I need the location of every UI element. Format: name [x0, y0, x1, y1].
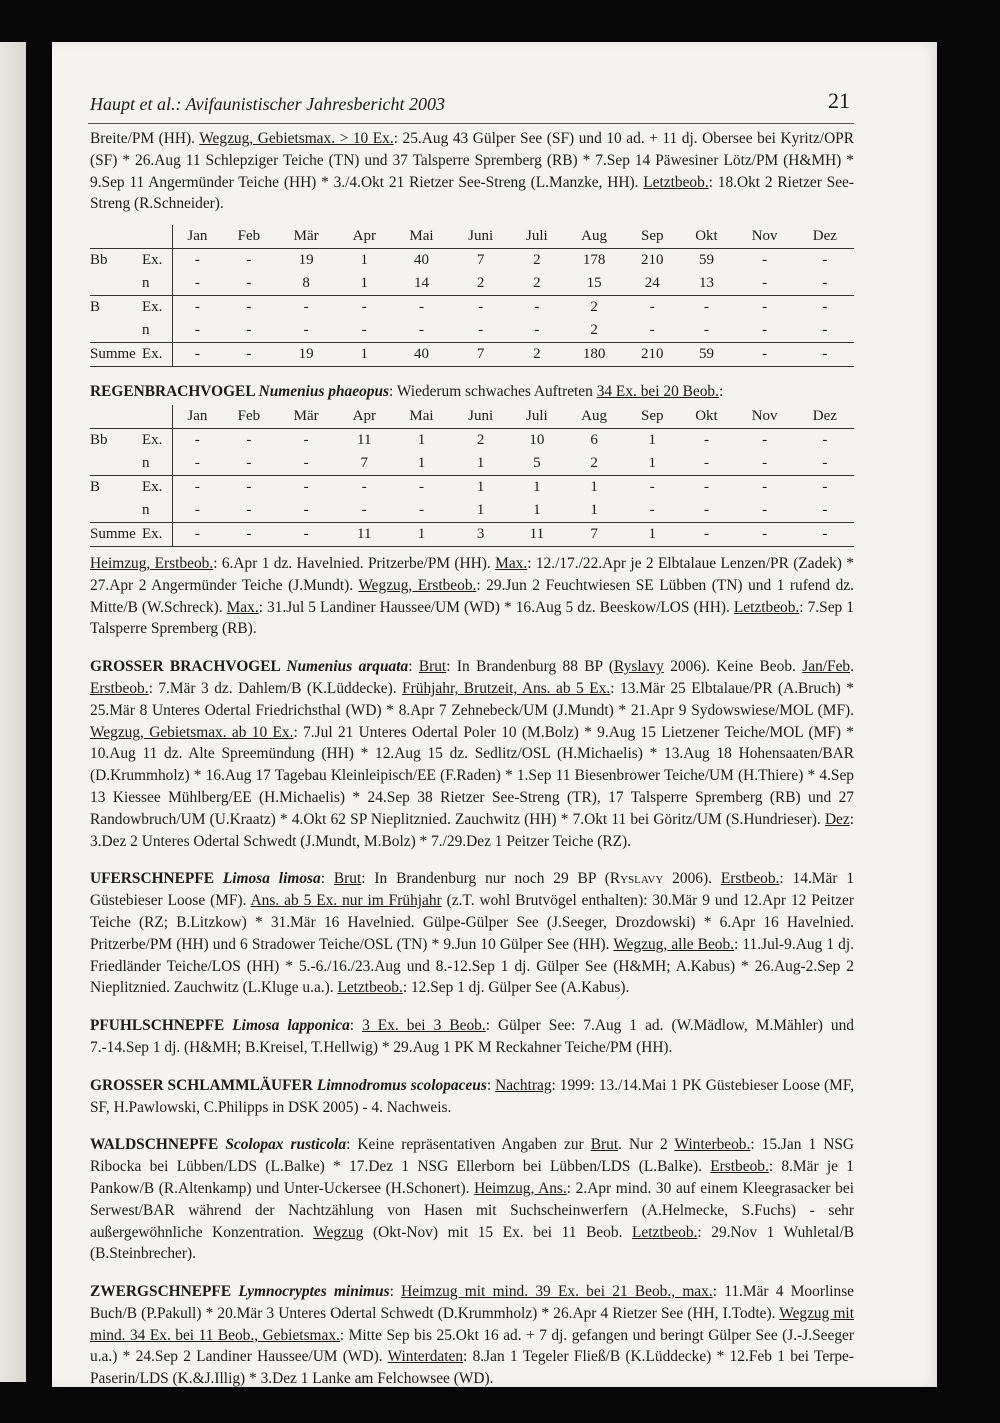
table-header-row [90, 405, 854, 429]
table-cell: 178 [582, 251, 606, 268]
table-cell: - [649, 501, 655, 518]
table-cell: - [822, 274, 828, 291]
species-entry-pfuhlschnepfe: PFUHLSCHNEPFE Limosa lapponica: 3 Ex. bei 3 Beob.: Gülper See: 7.Aug 1 ad. (W.Mädlow, M.Mähler) und 7.-14.Sep 1 dj. (H&MH; B.Kreisel, T.Hellwig) * 29.Aug 1 PK M Reckahner Teiche/PM (HH). [90, 1017, 854, 1056]
table-cell: 2 [511, 343, 563, 367]
page-header [90, 88, 850, 116]
table-cell: - [534, 321, 540, 338]
table-cell: 2 [533, 251, 541, 268]
row-label: Bb [90, 251, 108, 268]
table-cell: 7 [563, 522, 625, 546]
table-cell: - [194, 431, 200, 448]
table-cell: - [194, 251, 200, 268]
table-cell: - [703, 501, 709, 518]
table-cell: 1 [648, 454, 657, 471]
table-cell: 3 [451, 522, 511, 546]
month-header: Juni [451, 225, 511, 249]
table-header-row [90, 225, 854, 249]
page-number: 21 [828, 88, 850, 113]
table-cell: 210 [641, 251, 664, 268]
regenbrachvogel-details: Heimzug, Erstbeob.: 6.Apr 1 dz. Havelnied. Pritzerbe/PM (HH). Max.: 12./17./22.Apr je 2 Elbtalaue Lenzen/PR (Zadek) * 27.Apr 2 Angermünder Teiche (J.Mundt). Wegzug, Erstbeob.: 29.Jun 2 Feuchtwiesen SE Lübben (TN) und 1 rufend dz. Mitte/B (W.Schreck). Max.: 31.Jul 5 Landiner Haussee/UM (WD) * 16.Aug 5 dz. Beeskow/LOS (HH). Letztbeob.: 7.Sep 1 Talsperre Spremberg (RB). [90, 554, 854, 638]
table-cell: 40 [392, 343, 450, 367]
table-cell: - [822, 321, 828, 338]
table-cell: 1 [511, 475, 563, 499]
table-cell: - [276, 475, 336, 499]
table-cell: 2 [563, 296, 625, 320]
row-sublabel: Ex. [142, 475, 173, 499]
table-cell: - [734, 343, 796, 367]
table-cell: - [822, 501, 828, 518]
table-cell: 13 [698, 274, 714, 291]
row-sublabel: Ex. [142, 343, 173, 367]
table-cell: - [361, 321, 367, 338]
table-cell: - [796, 343, 854, 367]
table-cell: 24 [644, 274, 660, 291]
table-cell: - [246, 501, 252, 518]
month-header: Mär [276, 225, 336, 249]
table-cell: 59 [698, 251, 714, 268]
table-cell: 2 [590, 321, 598, 338]
table-cell: - [246, 454, 252, 471]
table-cell: - [173, 296, 222, 320]
table-cell: - [822, 454, 828, 471]
table-cell: 1 [392, 522, 450, 546]
table-cell: 1 [563, 475, 625, 499]
table-cell: - [734, 522, 796, 546]
table-cell: - [276, 296, 336, 320]
previous-page-edge [0, 42, 26, 1382]
table-cell: 10 [529, 431, 545, 448]
month-header: Mai [392, 405, 450, 429]
table-cell: 8 [302, 274, 310, 291]
table-row [90, 343, 854, 367]
table-cell: 6 [590, 431, 598, 448]
month-header: Mär [276, 405, 336, 429]
table-cell: - [734, 296, 796, 320]
row-sublabel: Ex. [142, 249, 173, 273]
table-row [90, 475, 854, 499]
table-cell: - [762, 431, 768, 448]
table-cell: 11 [357, 431, 372, 448]
month-header: Nov [734, 405, 796, 429]
table-cell: 11 [511, 522, 563, 546]
table-cell: - [762, 501, 768, 518]
table-cell: 2 [590, 454, 598, 471]
table-cell: - [625, 475, 679, 499]
table-row [90, 296, 854, 320]
month-header: Sep [625, 225, 679, 249]
table-cell: - [194, 274, 200, 291]
intro-paragraph: Breite/PM (HH). Wegzug, Gebietsmax. > 10 Ex.: 25.Aug 43 Gülper See (SF) und 10 ad. + 11 dj. Obersee bei Kyritz/OPR (SF) * 26.Aug 11 Schlepziger Teiche (TN) und 37 Talsperre Spremberg (RB) * 7.Sep 14 Päwesiner Lötz/PM (H&MH) * 9.Sep 11 Angermünder Teiche (HH) * 3./4.Okt 21 Rietzer See-Streng (L.Manzke, HH). Letztbeob.: 18.Okt 2 Rietzer See-Streng (R.Schneider). [90, 130, 855, 213]
table-cell: 1 [417, 431, 426, 448]
page [52, 42, 937, 1387]
table-cell: - [822, 251, 828, 268]
row-sublabel: n [142, 319, 173, 343]
table-cell: - [246, 321, 252, 338]
table-row [90, 319, 854, 343]
table-cell: 210 [625, 343, 679, 367]
table-cell: - [246, 251, 252, 268]
row-label [90, 272, 142, 296]
row-sublabel: Ex. [142, 296, 173, 320]
table-cell: - [796, 522, 854, 546]
row-label [90, 319, 142, 343]
table-cell: - [392, 475, 450, 499]
month-header: Mai [392, 225, 450, 249]
table-cell: - [246, 431, 252, 448]
table-row [90, 499, 854, 523]
month-header: Sep [625, 405, 679, 429]
table-cell: - [511, 296, 563, 320]
table-cell: 2 [533, 274, 541, 291]
species-entry-zwergschnepfe: ZWERGSCHNEPFE Lymnocryptes minimus: Heimzug mit mind. 39 Ex. bei 21 Beob., max.: 11.Mär 4 Moorlinse Buch/B (P.Pakull) * 20.Mär 3 Unteres Odertal Schwedt (D.Krummholz) * 26.Apr 4 Rietzer See (HH, I.Todte). Wegzug mit mind. 34 Ex. bei 11 Beob., Gebietsmax.: Mitte Sep bis 25.Okt 16 ad. + 7 dj. gefangen und beringt Gülper See (J.-J.Seeger u.a.) * 24.Sep 2 Landiner Haussee/UM (WD). Winterdaten: 8.Jan 1 Tegeler Fließ/B (K.Lüddecke) * 12.Feb 1 bei Terpe-Paserin/LDS (K.&J.Illig) * 3.Dez 1 Lanke am Felchowsee (WD). [90, 1283, 855, 1388]
table-cell: - [762, 251, 768, 268]
month-header: Apr [336, 225, 392, 249]
table-row [90, 428, 854, 452]
row-sublabel: n [142, 452, 173, 476]
table-cell: 7 [476, 251, 485, 268]
table-cell: - [734, 475, 796, 499]
table-cell: 7 [451, 343, 511, 367]
species-entry-uferschnepfe: UFERSCHNEPFE Limosa limosa: Brut: In Brandenburg nur noch 29 BP (Ryslavy 2006). Erstbeob.: 14.Mär 1 Güstebieser Loose (MF). Ans. ab 5 Ex. nur im Frühjahr (z.T. wohl Brutvögel enthalten): 30.Mär 9 und 12.Apr 12 Peitzer Teiche (RZ; B.Litzkow) * 31.Mär 16 Havelnied. Gülpe-Gülper See (J.Seeger, Drozdowski) * 6.Apr 16 Havelnied. Pritzerbe/PM (HH) und 6 Stradower Teiche/OSL (TN) * 9.Jun 10 Gülper See (HH). Wegzug, alle Beob.: 11.Jul-9.Aug 1 dj. Friedländer Teiche/LOS (HH) * 5.-6./16./23.Aug und 8.-12.Sep 1 dj. Gülper See (H&MH; A.Kabus) * 26.Aug-2.Sep 2 Nieplitznied. Zauchwitz (L.Kluge u.a.). Letztbeob.: 12.Sep 1 dj. Gülper See (A.Kabus). [90, 870, 855, 997]
month-header: Juli [511, 225, 563, 249]
month-header: Aug [563, 225, 625, 249]
table-cell: 5 [533, 454, 541, 471]
table-cell: - [762, 274, 768, 291]
table-cell: 59 [679, 343, 733, 367]
table-cell: - [625, 296, 679, 320]
table-cell: - [418, 501, 424, 518]
table-cell: 15 [586, 274, 602, 291]
table-cell: 19 [298, 251, 314, 268]
table-cell: 14 [413, 274, 429, 291]
month-header: Nov [734, 225, 796, 249]
table-cell: 19 [276, 343, 336, 367]
table-cell: 1 [476, 454, 485, 471]
table-cell: - [822, 431, 828, 448]
month-header: Okt [679, 225, 733, 249]
table-cell: - [173, 475, 222, 499]
table-cell: 1 [336, 343, 392, 367]
table-cell: 1 [590, 501, 598, 518]
row-label: Summe [90, 343, 142, 367]
species-entry-waldschnepfe: WALDSCHNEPFE Scolopax rusticola: Keine repräsentativen Angaben zur Brut. Nur 2 Winterbeob.: 15.Jan 1 NSG Ribocka bei Lübben/LDS (L.Balke) * 17.Dez 1 NSG Ellerborn bei Lübben/LDS (L.Balke). Erstbeob.: 8.Mär je 1 Pankow/B (R.Altenkamp) und Unter-Uckersee (H.Schonert). Heimzug, Ans.: 2.Apr mind. 30 auf einem Kleegrasacker bei Serwest/BAR während der Nachtzählung von Hasen mit Suchscheinwerfern (A.Helmecke, S.Fuchs) - sehr außergewöhnliche Konzentration. Wegzug (Okt-Nov) mit 15 Ex. bei 11 Beob. Letztbeob.: 29.Nov 1 Wuhletal/B (B.Steinbrecher). [90, 1136, 855, 1263]
month-header: Juli [511, 405, 563, 429]
table-cell: 7 [360, 454, 369, 471]
species-entry-grosser-brachvogel: GROSSER BRACHVOGEL Numenius arquata: Brut: In Brandenburg 88 BP (Ryslavy 2006). Keine Beob. Jan/Feb. Erstbeob.: 7.Mär 3 dz. Dahlem/B (K.Lüddecke). Frühjahr, Brutzeit, Ans. ab 5 Ex.: 13.Mär 25 Elbtalaue/PR (A.Bruch) * 25.Mär 8 Unteres Odertal Friedrichsthal (WD) * 8.Apr 7 Zehnebeck/UM (J.Mundt) * 21.Apr 9 Sydowswiese/MOL (MF). Wegzug, Gebietsmax. ab 10 Ex.: 7.Jul 21 Unteres Odertal Poler 10 (M.Bolz) * 9.Aug 15 Lietzener Teiche/MOL (MF) * 10.Aug 11 dz. Alte Spreemündung (HH) * 12.Aug 15 dz. Sedlitz/OSL (H.Michaelis) * 13.Aug 18 Hohensaaten/BAR (D.Krummholz) * 16.Aug 17 Tagebau Kleinleipisch/EE (F.Raden) * 1.Sep 11 Biesenbrower Teiche/UM (H.Thiere) * 4.Sep 13 Kiessee Mühlberg/EE (H.Michaelis) * 24.Sep 38 Rietzer See-Streng (TR), 17 Talsperre Spremberg (RB) und 27 Randowbruch/UM (U.Kraatz) * 4.Okt 62 SP Nieplitznied. Zauchwitz (HH) * 7.Okt 11 bei Göritz/UM (S.Hundrieser). Dez: 3.Dez 2 Unteres Odertal Schwedt (J.Mundt, M.Bolz) * 7./29.Dez 1 Peitzer Teiche (RZ). [90, 658, 855, 850]
month-header: Feb [222, 405, 276, 429]
table-cell: - [173, 522, 222, 546]
table-cell: - [796, 475, 854, 499]
month-header: Jan [173, 405, 222, 429]
table-cell: 11 [336, 522, 392, 546]
month-header: Feb [222, 225, 276, 249]
species-entry-grosser-schlammlaeufer: GROSSER SCHLAMMLÄUFER Limnodromus scolopaceus: Nachtrag: 1999: 13./14.Mai 1 PK Güstebieser Loose (MF, SF, H.Pawlowski, C.Philipps in DSK 2005) - 4. Nachweis. [90, 1076, 855, 1116]
table-row [90, 272, 854, 296]
table-cell: - [361, 501, 367, 518]
table-cell: 1 [648, 431, 657, 448]
month-header: Juni [451, 405, 511, 429]
row-label: B [90, 475, 142, 499]
table-row [90, 522, 854, 546]
observation-table [90, 405, 854, 547]
table-row [90, 452, 854, 476]
table-cell: - [303, 501, 309, 518]
row-label: Bb [90, 431, 108, 448]
table-cell: - [418, 321, 424, 338]
table-cell: - [679, 522, 733, 546]
table-cell: 180 [563, 343, 625, 367]
row-label: Summe [90, 522, 142, 546]
table-cell: - [222, 343, 276, 367]
table-cell: - [649, 321, 655, 338]
table-cell: - [703, 431, 709, 448]
table-cell: - [222, 475, 276, 499]
table-cell: 1 [625, 522, 679, 546]
table-cell: 2 [476, 431, 485, 448]
month-header: Apr [336, 405, 392, 429]
table-cell: 1 [476, 501, 485, 518]
table-cell: - [173, 343, 222, 367]
row-sublabel: Ex. [142, 428, 173, 452]
table-cell: - [762, 321, 768, 338]
row-sublabel: n [142, 499, 173, 523]
table-cell: - [762, 454, 768, 471]
observation-table [90, 225, 854, 367]
table-cell: 1 [360, 251, 369, 268]
table-cell: 2 [476, 274, 485, 291]
running-title: Haupt et al.: Avifaunistischer Jahresbericht 2003 [90, 94, 445, 114]
table-cell: - [703, 454, 709, 471]
table-cell: 40 [413, 251, 429, 268]
table-cell: - [194, 454, 200, 471]
table-cell: - [246, 274, 252, 291]
month-header: Okt [679, 405, 733, 429]
table-cell: - [392, 296, 450, 320]
row-label [90, 452, 142, 476]
table-cell: - [303, 454, 309, 471]
table-cell: 1 [417, 454, 426, 471]
table-cell: - [303, 321, 309, 338]
table-cell: - [303, 431, 309, 448]
table-row [90, 249, 854, 273]
month-header: Jan [173, 225, 222, 249]
table-cell: - [194, 321, 200, 338]
header-rule [88, 123, 854, 124]
table-cell: - [336, 475, 392, 499]
row-label [90, 499, 142, 523]
table-cell: 1 [451, 475, 511, 499]
table-cell: - [336, 296, 392, 320]
table-cell: - [478, 321, 484, 338]
table-cell: 1 [533, 501, 541, 518]
table-cell: - [222, 296, 276, 320]
table-cell: - [679, 475, 733, 499]
page-content [90, 128, 854, 1390]
row-label: B [90, 296, 142, 320]
month-header: Aug [563, 405, 625, 429]
table-cell: - [679, 296, 733, 320]
table-cell: - [451, 296, 511, 320]
table-cell: - [194, 501, 200, 518]
table-cell: - [222, 522, 276, 546]
table-cell: - [703, 321, 709, 338]
table-cell: - [796, 296, 854, 320]
row-sublabel: n [142, 272, 173, 296]
month-header: Dez [796, 225, 854, 249]
row-sublabel: Ex. [142, 522, 173, 546]
species-entry-regenbrachvogel: REGENBRACHVOGEL Numenius phaeopus: Wiederum schwaches Auftreten 34 Ex. bei 20 Beob.: [90, 383, 724, 401]
table-cell: 1 [360, 274, 369, 291]
table-cell: - [276, 522, 336, 546]
month-header: Dez [796, 405, 854, 429]
